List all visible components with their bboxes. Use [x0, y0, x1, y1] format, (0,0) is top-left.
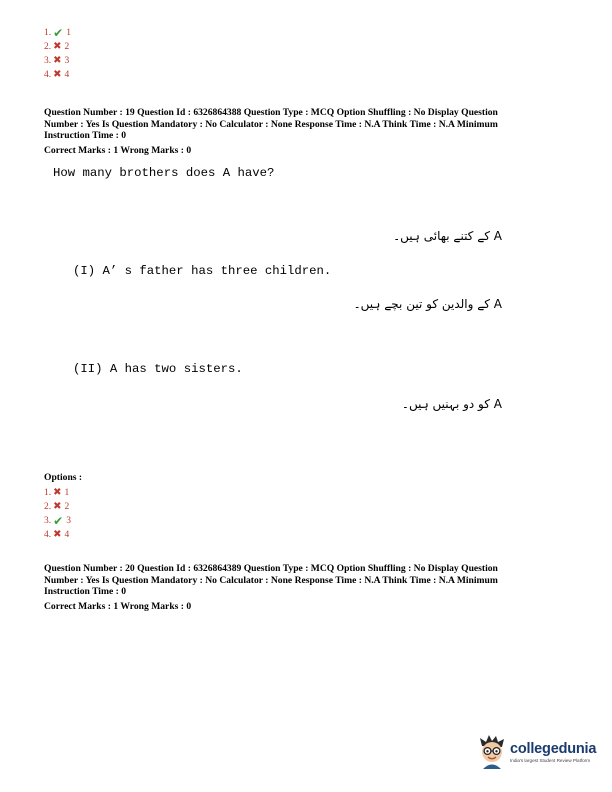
statement-2: (II) A has two sisters. — [73, 362, 243, 376]
logo-name: collegedunia — [510, 741, 597, 757]
options-label: Options : — [44, 472, 83, 483]
cross-icon: ✖ — [53, 501, 62, 512]
prev-option-4: 4. ✖ 4 — [44, 69, 70, 80]
prev-options-list — [44, 26, 71, 82]
cross-icon: ✖ — [53, 41, 62, 52]
question-20-marks: Correct Marks : 1 Wrong Marks : 0 — [44, 601, 192, 612]
cross-icon: ✖ — [53, 55, 62, 66]
cross-icon: ✖ — [53, 69, 62, 80]
statement-1: (I) A’ s father has three children. — [73, 264, 332, 278]
logo-tagline: India's largest Student Review Platform — [510, 758, 591, 763]
cross-icon: ✖ — [53, 529, 62, 540]
question-20-meta: Question Number : 20 Question Id : 6326864389 Question Type : MCQ Option Shuffling : No Display Question Number : Yes Is Question Mandatory : No Calculator : None Response Time : N.A Think Time : N.A Minimum Instruction Time : 0 — [44, 563, 498, 598]
question-19-text-urdu: A کے کتنے بھائی ہیں۔ — [393, 229, 502, 243]
collegedunia-logo — [477, 734, 596, 770]
option-1: 1. ✖ 1 — [44, 487, 70, 498]
prev-option-2: 2. ✖ 2 — [44, 41, 70, 52]
option-2: 2. ✖ 2 — [44, 501, 70, 512]
statement-2-urdu: A کو دو بہنیں ہیں۔ — [401, 397, 502, 411]
question-19-marks: Correct Marks : 1 Wrong Marks : 0 — [44, 145, 192, 156]
prev-option-3: 3. ✖ 3 — [44, 55, 70, 66]
prev-option-1: 1. ✔ 1 — [44, 26, 71, 40]
question-19-text: How many brothers does A have? — [53, 166, 275, 180]
statement-1-urdu: A کے والدین کو تین بچے ہیں۔ — [353, 297, 502, 311]
mascot-icon — [477, 734, 507, 770]
option-3: 3. ✔ 3 — [44, 514, 71, 528]
question-19-options — [44, 486, 71, 542]
check-icon: ✔ — [53, 26, 64, 40]
question-19-meta: Question Number : 19 Question Id : 6326864388 Question Type : MCQ Option Shuffling : No Display Question Number : Yes Is Question Mandatory : No Calculator : None Response Time : N.A Think Time : N.A Minimum Instruction Time : 0 — [44, 107, 498, 142]
check-icon: ✔ — [53, 514, 64, 528]
cross-icon: ✖ — [53, 487, 62, 498]
option-4: 4. ✖ 4 — [44, 529, 70, 540]
